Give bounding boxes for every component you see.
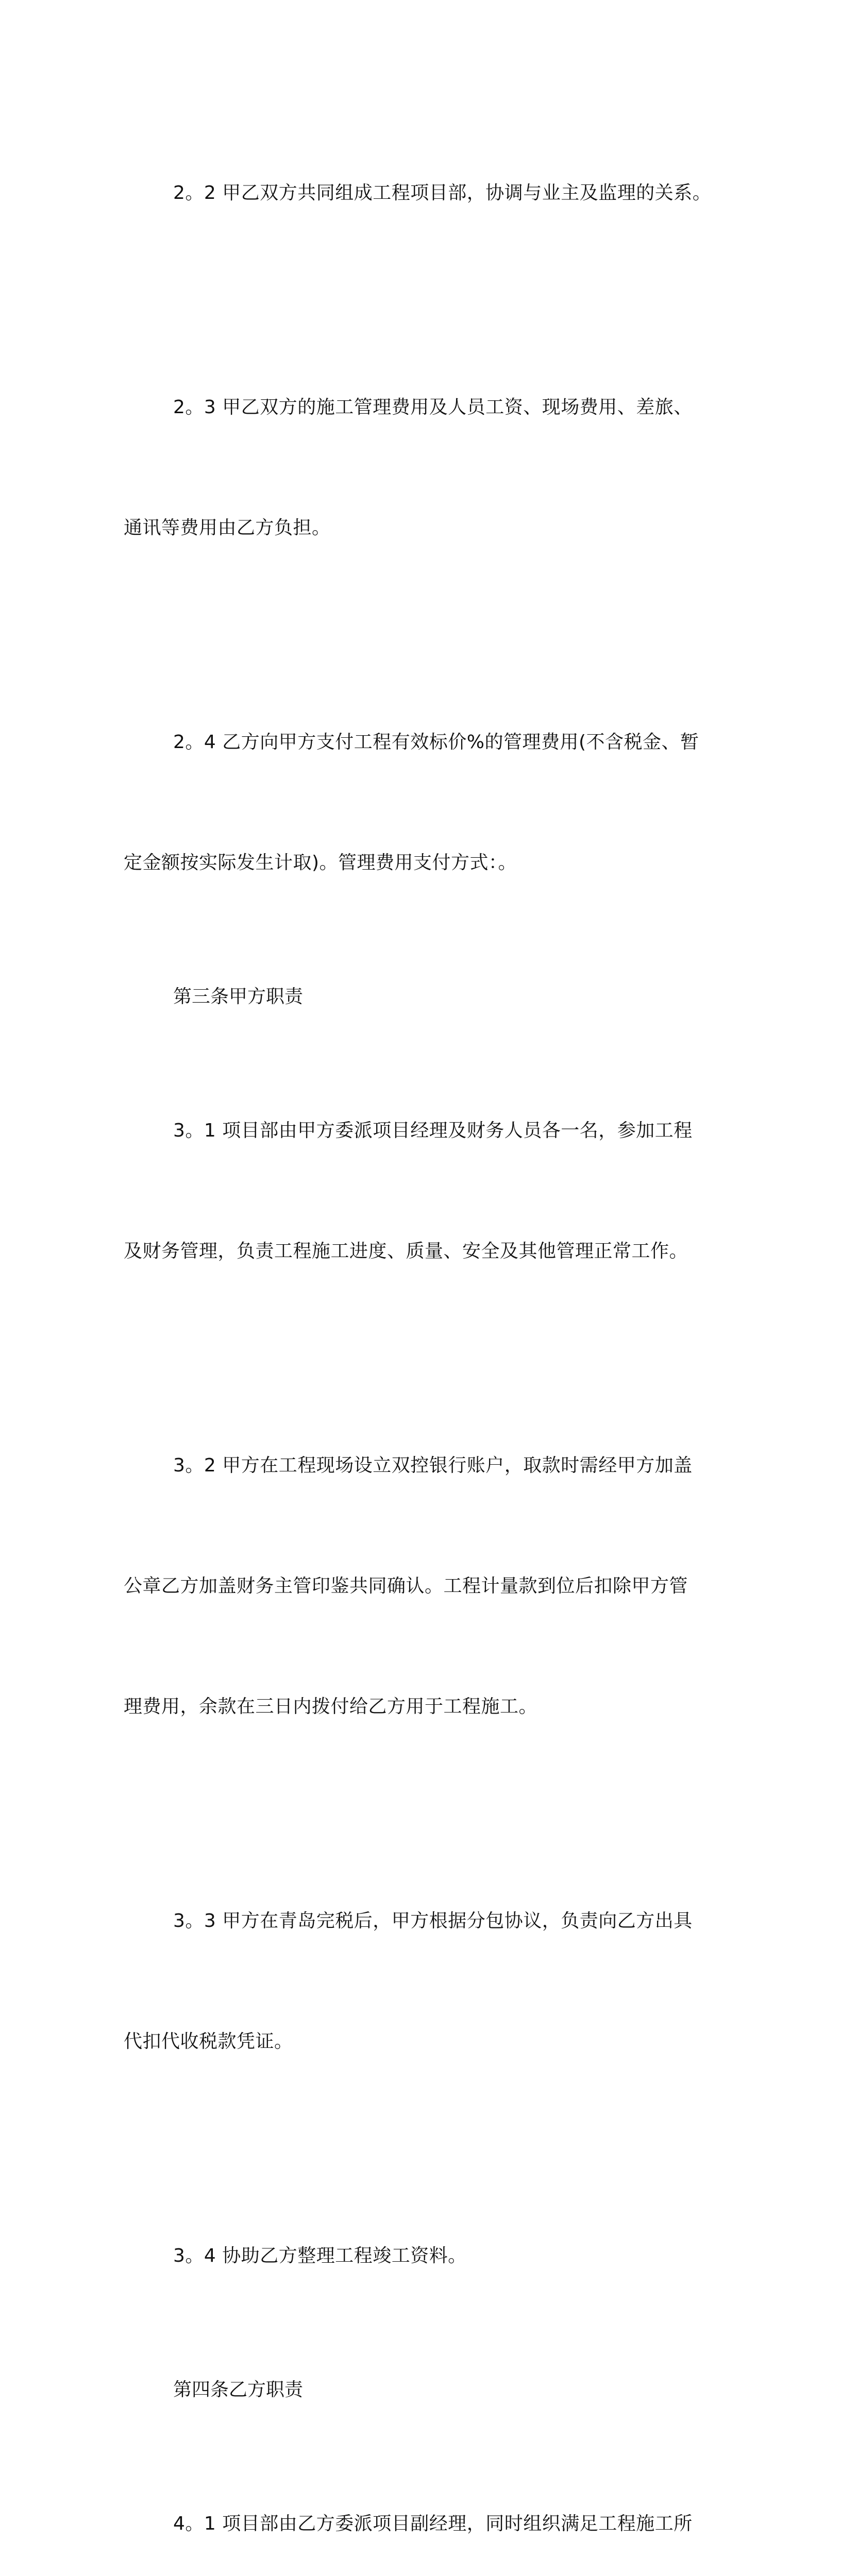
paragraph-2-3 [124,307,721,629]
paragraph-line: 代扣代收税款凭证。 [124,2031,293,2052]
paragraph-line: 3。2 甲方在工程现场设立双控银行账户，取款时需经甲方加盖 [173,1455,693,1476]
paragraph-line: 3。1 项目部由甲方委派项目经理及财务人员各一名，参加工程 [173,1120,693,1141]
document-body [124,93,721,2576]
paragraph-3-3 [124,1821,721,2142]
paragraph-line: 通讯等费用由乙方负担。 [124,517,331,538]
paragraph-3-2 [124,1365,721,1807]
paragraph-line: 2。4 乙方向甲方支付工程有效标价%的管理费用(不含税金、暂 [173,732,699,753]
paragraph-3-1 [124,1030,721,1352]
paragraph-line: 2。2 甲乙双方共同组成工程项目部，协调与业主及监理的关系。 [173,182,712,204]
section-heading-4: 第四条乙方职责 [173,2379,304,2400]
paragraph-2-2 [124,93,721,294]
paragraph-line: 3。4 协助乙方整理工程竣工资料。 [173,2245,467,2266]
paragraph-line: 公章乙方加盖财务主管印鉴共同确认。工程计量款到位后扣除甲方管 [124,1575,688,1597]
paragraph-line: 理费用，余款在三日内拨付给乙方用于工程施工。 [124,1696,538,1717]
paragraph-line: 2。3 甲乙双方的施工管理费用及人员工资、现场费用、差旅、 [173,397,693,418]
paragraph-line: 4。1 项目部由乙方委派项目副经理，同时组织满足工程施工所 [173,2513,693,2534]
paragraph-4-1 [124,2424,721,2576]
section-heading-3: 第三条甲方职责 [173,986,304,1007]
paragraph-line: 及财务管理，负责工程施工进度、质量、安全及其他管理正常工作。 [124,1241,688,1262]
paragraph-2-4 [124,642,721,963]
paragraph-3-4 [124,2156,721,2357]
paragraph-line: 定金额按实际发生计取)。管理费用支付方式：。 [124,852,517,873]
paragraph-line: 3。3 甲方在青岛完税后，甲方根据分包协议，负责向乙方出具 [173,1910,693,1931]
